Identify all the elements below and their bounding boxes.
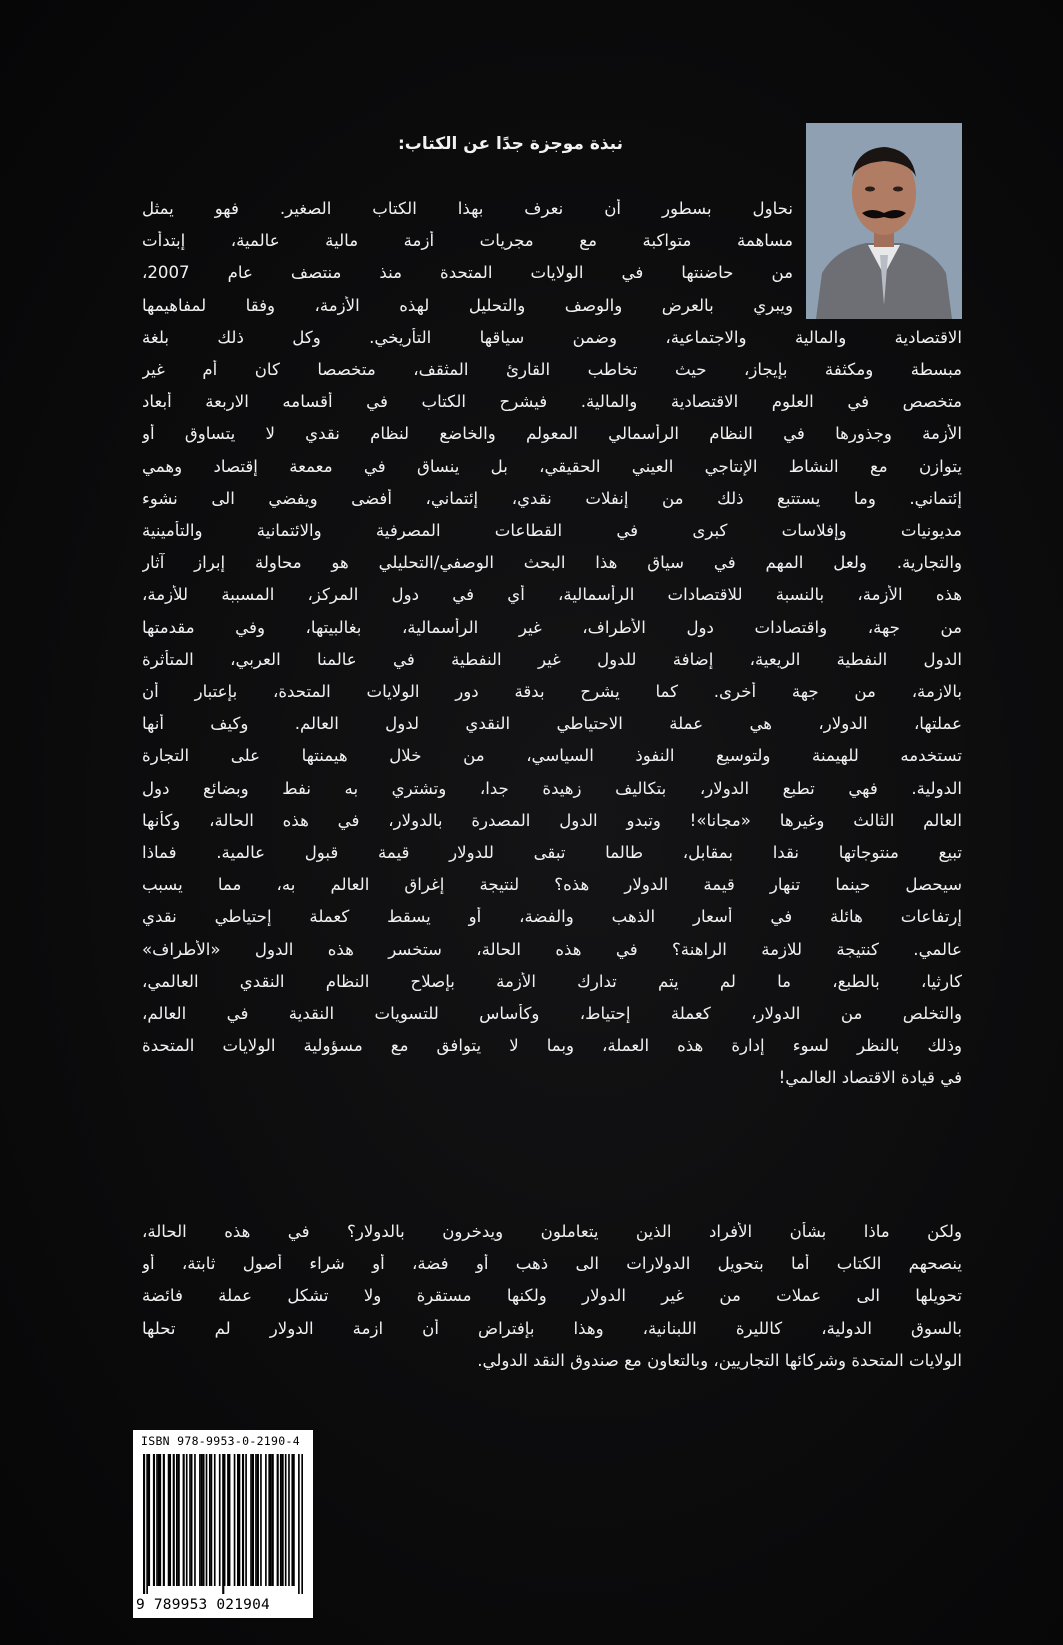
barcode-bar xyxy=(229,1454,231,1586)
barcode-bar xyxy=(169,1454,171,1586)
barcode-bar xyxy=(153,1454,155,1586)
text-line: الدولية. فهي تطبع الدولار، بتكاليف زهيدة جدا، وتشتري به نفط وبضائع دول xyxy=(142,778,962,798)
text-line: الأزمة وجذورها في النظام الرأسمالي المعولم والخاضع لنظام نقدي لا يتساوق أو xyxy=(142,424,962,444)
barcode-bar xyxy=(242,1454,244,1586)
barcode-bar xyxy=(282,1454,284,1586)
text-line: تستخدمه للهيمنة ولتوسيع النفوذ السياسي، من خلال هيمنتها على التجارة xyxy=(142,746,962,766)
barcode-bar xyxy=(219,1454,221,1586)
text-line: والتجارية. ولعل المهم في سياق هذا البحث الوصفي/التحليلي هو محاولة إبراز آثار xyxy=(142,553,962,573)
text-line: هذه الأزمة، بالنسبة للاقتصادات الرأسمالية، أي في دول المركز، المسببة للأزمة، xyxy=(142,585,962,605)
barcode-bar xyxy=(178,1454,180,1586)
barcode-bar xyxy=(199,1454,201,1586)
text-line: في قيادة الاقتصاد العالمي! xyxy=(778,1068,962,1088)
text-line: ولكن ماذا بشأن الأفراد الذين يتعاملون ويدخرون بالدولار؟ في هذه الحالة، xyxy=(142,1222,962,1241)
barcode-bar xyxy=(194,1454,196,1586)
text-line: نحاول بسطور أن نعرف بهذا الكتاب الصغير. فهو يمثل xyxy=(142,199,793,218)
blurb-title: نبذة موجزة جدًا عن الكتاب: xyxy=(397,134,623,154)
text-line: إرتفاعات هائلة في أسعار الذهب والفضة، أو يسقط كعملة إحتياطي نقدي xyxy=(142,907,962,927)
barcode-bar xyxy=(270,1454,272,1586)
text-line: إئتماني. وما يستتبع ذلك من إنفلات نقدي، إئتماني، أفضى ويفضي الى نشوء xyxy=(142,488,962,508)
text-line: بالازمة، من جهة أخرى. كما يشرح بدقة دور الولايات المتحدة، بإعتبار أن xyxy=(142,682,962,701)
barcode-bar xyxy=(257,1454,259,1586)
barcode-bar xyxy=(159,1454,161,1586)
text-line: متخصص في العلوم الاقتصادية والمالية. فيشرح الكتاب في أقسامه الاربعة أبعاد xyxy=(142,392,962,412)
barcode-bar xyxy=(239,1454,241,1586)
barcode-bar xyxy=(268,1454,270,1586)
barcode-bar xyxy=(183,1454,185,1586)
barcode-bar xyxy=(163,1454,165,1586)
text-line: تحويلها الى عملات من غير الدولار ولكنها مستقرة ولا تشكل عملة فائضة xyxy=(142,1286,962,1306)
text-line: مديونيات وإفلاسات كبرى في القطاعات المصرفية والائتمانية والتأمينية xyxy=(142,521,962,540)
barcode-bar xyxy=(252,1454,254,1586)
barcode-bar xyxy=(201,1454,203,1586)
text-line: وذلك بالنظر لسوء إدارة هذه العملة، وبما لا يتوافق مع مسؤولية الولايات المتحدة xyxy=(142,1036,962,1056)
barcode-bar xyxy=(186,1454,188,1586)
author-photo xyxy=(806,123,962,319)
text-line: من حاضنتها في الولايات المتحدة منذ منتصف عام 2007، xyxy=(142,263,793,283)
barcode-bar xyxy=(255,1454,257,1586)
text-line: من جهة، واقتصادات دول الأطراف، غير الرأسمالية، بغالبيتها، وفي مقدمتها xyxy=(142,617,962,637)
text-line: كارثيا، بالطبع، ما لم يتم تدارك الأزمة بإصلاح النظام النقدي العالمي، xyxy=(142,971,962,991)
isbn-label: ISBN 978-9953-0-2190-4 xyxy=(141,1434,300,1448)
barcode-bar xyxy=(272,1454,274,1586)
barcode-bar xyxy=(224,1454,226,1586)
barcode-bar xyxy=(301,1454,303,1594)
ean-digits: 9 789953 021904 xyxy=(136,1597,270,1613)
barcode-bar xyxy=(209,1454,211,1586)
barcode-bar xyxy=(191,1454,193,1586)
barcode-bar xyxy=(245,1454,247,1586)
barcode-bar xyxy=(265,1454,267,1586)
text-line: والتخلص من الدولار، كعملة إحتياط، وكأساس للتسويات النقدية في العالم، xyxy=(142,1004,962,1023)
text-line: الدول النفطية الريعية، إضافة للدول غير النفطية في عالمنا العربي، المتأثرة xyxy=(142,649,962,669)
text-line: ويبري بالعرض والوصف والتحليل لهذه الأزمة، وفقا لمفاهيمها xyxy=(142,295,793,315)
barcode-bar xyxy=(250,1454,252,1586)
barcode-bar xyxy=(206,1454,208,1586)
text-line: ينصحهم الكتاب أما بتحويل الدولارات الى ذهب أو فضة، أو شراء أصول ثابتة، أو xyxy=(142,1254,962,1274)
barcode-bar xyxy=(214,1454,216,1586)
barcode-bar xyxy=(298,1454,300,1594)
text-line: الاقتصادية والمالية والاجتماعية، وضمن سياقها التأريخي. وكل ذلك بلغة xyxy=(142,327,962,347)
barcode-bar xyxy=(189,1454,191,1586)
text-line: بالسوق الدولية، كالليرة اللبنانية، وهذا بإفتراض أن ازمة الدولار لم تحلها xyxy=(142,1318,962,1338)
barcode-bar xyxy=(280,1454,282,1586)
barcode-bar xyxy=(156,1454,158,1586)
text-line: العالم الثالث وغيرها «مجانا»! وتبدو الدول المصدرة بالدولار، في هذه الحالة، وكأنها xyxy=(142,810,962,830)
barcode-bar xyxy=(148,1454,150,1586)
barcode-bar xyxy=(288,1454,290,1586)
isbn-barcode xyxy=(133,1430,313,1618)
text-line: سيحصل حينما تنهار قيمة الدولار هذه؟ لنتيجة إغراق العالم به، مما يسبب xyxy=(142,875,962,895)
text-line: عملتها، الدولار، هي عملة الاحتياطي النقدي لدول العالم. وكيف أنها xyxy=(142,714,962,734)
text-line: تبيع منتوجاتها نقدا بمقابل، طالما تبقى للدولار قيمة قبول عالمية. فماذا xyxy=(142,843,962,862)
barcode-bar xyxy=(143,1454,145,1594)
text-line: يتوازن مع النشاط الإنتاجي العيني الحقيقي، بل ينساق في معمعة إقتصاد وهمي xyxy=(142,456,962,476)
barcode-bar xyxy=(211,1454,213,1586)
text-line: مبسطة ومكثفة بإيجاز، حيث تخاطب القارئ المثقف، متخصصا كان أم غير xyxy=(142,360,962,379)
text-line: مساهمة متواكبة مع مجريات أزمة مالية عالمية، إبتدأت xyxy=(142,231,793,251)
text-line: الولايات المتحدة وشركائها التجاريين، وبالتعاون مع صندوق النقد الدولي. xyxy=(477,1350,962,1370)
barcode-bar xyxy=(202,1454,204,1586)
barcode-bars xyxy=(143,1454,303,1594)
barcode-bar xyxy=(293,1454,295,1586)
barcode-bar xyxy=(146,1454,148,1594)
barcode-bar xyxy=(176,1454,178,1586)
barcode-bar xyxy=(173,1454,175,1586)
barcode-bar xyxy=(260,1454,262,1586)
text-line: عالمي. كنتيجة للازمة الراهنة؟ في هذه الحالة، ستخسر هذه الدول «الأطراف» xyxy=(142,939,962,959)
barcode-bar xyxy=(234,1454,236,1586)
barcode-bar xyxy=(277,1454,279,1586)
barcode-bar xyxy=(285,1454,287,1586)
